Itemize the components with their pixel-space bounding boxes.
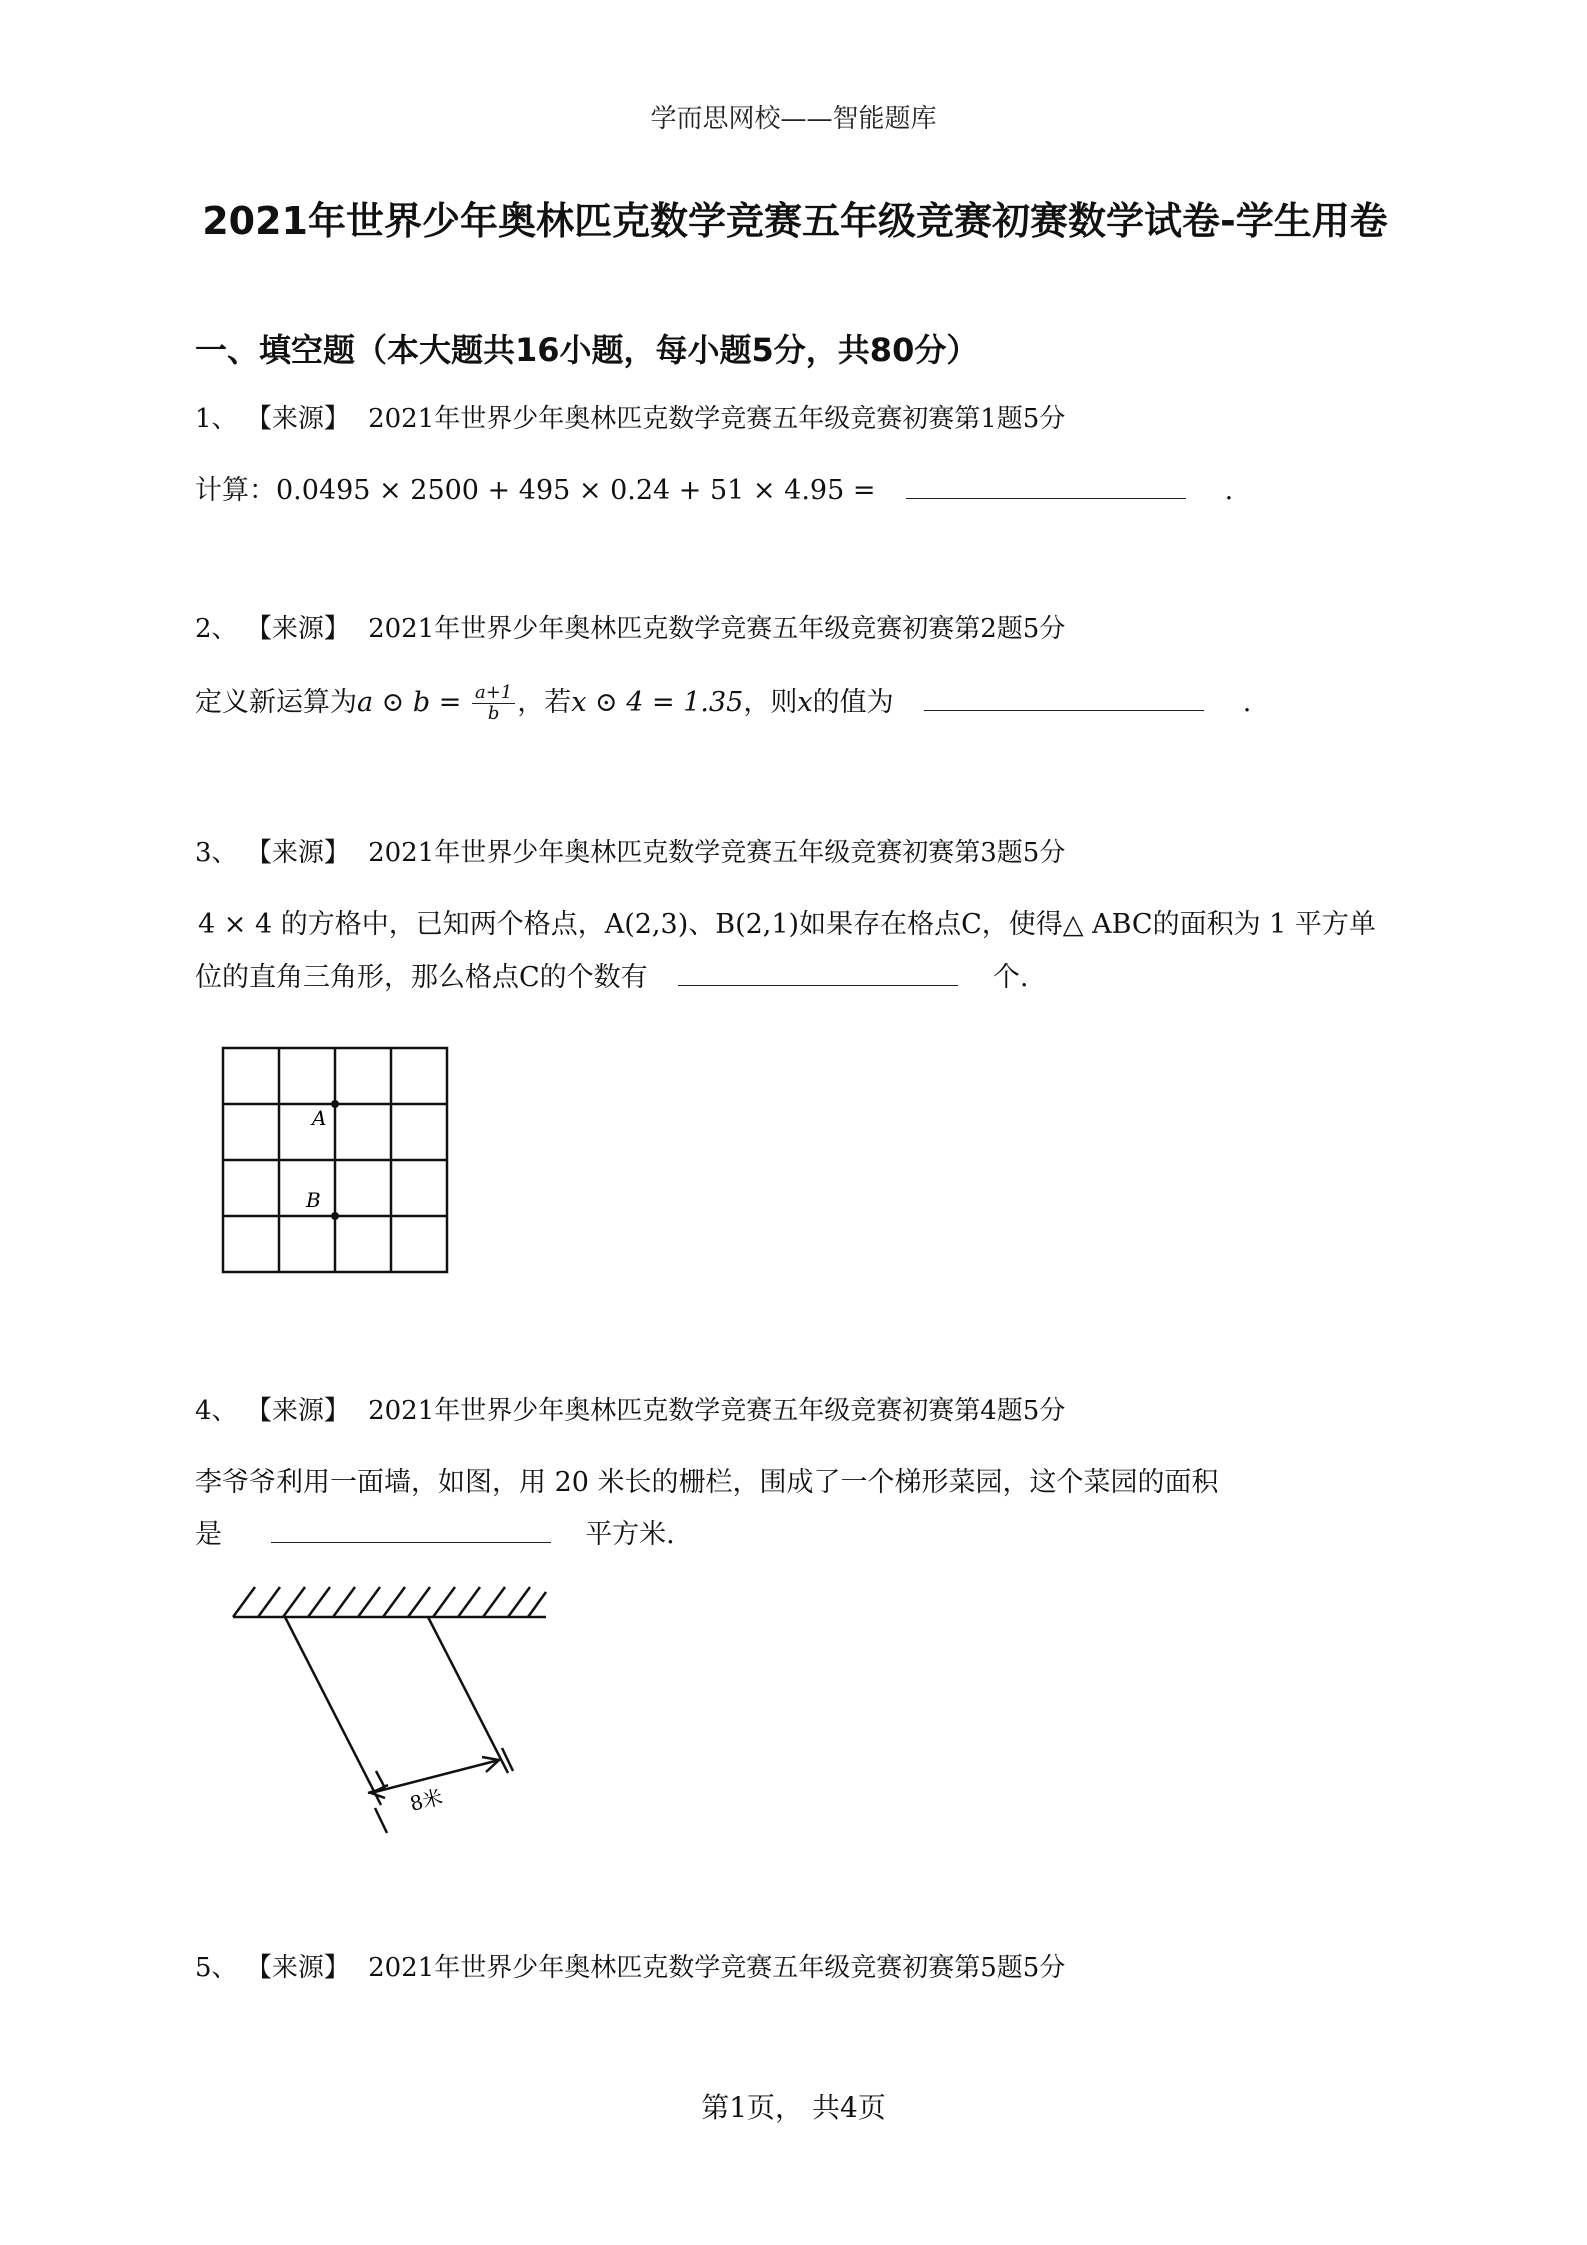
grid-figure (220, 1045, 460, 1280)
question-2-source-line (195, 608, 1065, 645)
wall-hatching (233, 1587, 546, 1617)
body-prefix: 定义新运算为 (195, 687, 357, 718)
source-text: 2021年世界少年奥林匹克数学竞赛五年级竞赛初赛第2题5分 (368, 614, 1066, 644)
math-expression: 0.0495 × 2500 + 495 × 0.24 + 51 × 4.95 = (276, 475, 876, 506)
page-footer: 第1页， 共4页 (701, 2091, 886, 2124)
answer-blank[interactable] (906, 470, 1186, 499)
question-3-source-line (195, 832, 1065, 869)
period: . (1242, 687, 1252, 718)
source-text: 2021年世界少年奥林匹克数学竞赛五年级竞赛初赛第5题5分 (368, 1953, 1066, 1983)
page-header: 学而思网校——智能题库 (650, 104, 937, 134)
dimension-label: 8米 (407, 1784, 445, 1816)
question-number: 4、 (195, 1396, 238, 1426)
line2-prefix: 位的直角三角形，那么格点C的个数有 (195, 962, 648, 993)
question-1-source-line (195, 398, 1065, 435)
question-4-line-2 (195, 1512, 675, 1551)
question-3-line-2 (195, 955, 1028, 994)
question-number: 5、 (195, 1953, 238, 1983)
point-a (331, 1100, 339, 1108)
section-heading: 一、填空题（本大题共16小题，每小题5分，共80分） (195, 331, 979, 369)
label-a: A (312, 1106, 327, 1130)
source-tag: 【来源】 (245, 838, 350, 868)
line2-suffix: 平方米. (585, 1519, 675, 1550)
body-end: 的值为 (812, 687, 894, 718)
point-b (331, 1212, 339, 1220)
question-number: 2、 (195, 614, 238, 644)
answer-blank[interactable] (271, 1514, 551, 1543)
question-4-line-1: 李爷爷利用一面墙，如图，用 20 米长的栅栏，围成了一个梯形菜园，这个菜园的面积 (195, 1467, 1219, 1498)
question-1-body (195, 468, 1233, 507)
body-prefix: 计算： (195, 475, 276, 506)
source-text: 2021年世界少年奥林匹克数学竞赛五年级竞赛初赛第1题5分 (368, 404, 1066, 434)
document-title: 2021年世界少年奥林匹克数学竞赛五年级竞赛初赛数学试卷-学生用卷 (202, 199, 1388, 243)
variable-x: x (797, 687, 813, 718)
operation-definition: a ⊙ b = (357, 687, 462, 718)
fraction-denominator: b (487, 703, 500, 724)
source-tag: 【来源】 (245, 1396, 350, 1426)
question-2-body (195, 680, 1251, 724)
label-b: B (306, 1188, 321, 1212)
trapezoid-garden-figure (228, 1575, 558, 1845)
answer-blank[interactable] (924, 682, 1204, 711)
source-text: 2021年世界少年奥林匹克数学竞赛五年级竞赛初赛第3题5分 (368, 838, 1066, 868)
line2-prefix: 是 (195, 1519, 222, 1550)
answer-blank[interactable] (678, 957, 958, 986)
fence-lines (285, 1617, 513, 1833)
question-3-line-1: 4 × 4 的方格中，已知两个格点，A(2,3)、B(2,1)如果存在格点C，使得△ ABC的面积为 1 平方单 (198, 909, 1376, 940)
period: . (1224, 475, 1234, 506)
body-mid2: ，则 (743, 687, 798, 718)
line2-suffix: 个. (992, 962, 1029, 993)
question-number: 3、 (195, 838, 238, 868)
source-tag: 【来源】 (245, 404, 350, 434)
grid-lines (223, 1048, 447, 1272)
equation: x ⊙ 4 = 1.35 (571, 687, 744, 718)
question-number: 1、 (195, 404, 238, 434)
body-mid: ，若 (517, 687, 572, 718)
fraction-numerator: a+1 (472, 683, 515, 704)
source-tag: 【来源】 (245, 1953, 350, 1983)
question-5-source-line (195, 1947, 1065, 1984)
fraction (472, 683, 515, 724)
source-text: 2021年世界少年奥林匹克数学竞赛五年级竞赛初赛第4题5分 (368, 1396, 1066, 1426)
question-4-source-line (195, 1390, 1065, 1427)
source-tag: 【来源】 (245, 614, 350, 644)
